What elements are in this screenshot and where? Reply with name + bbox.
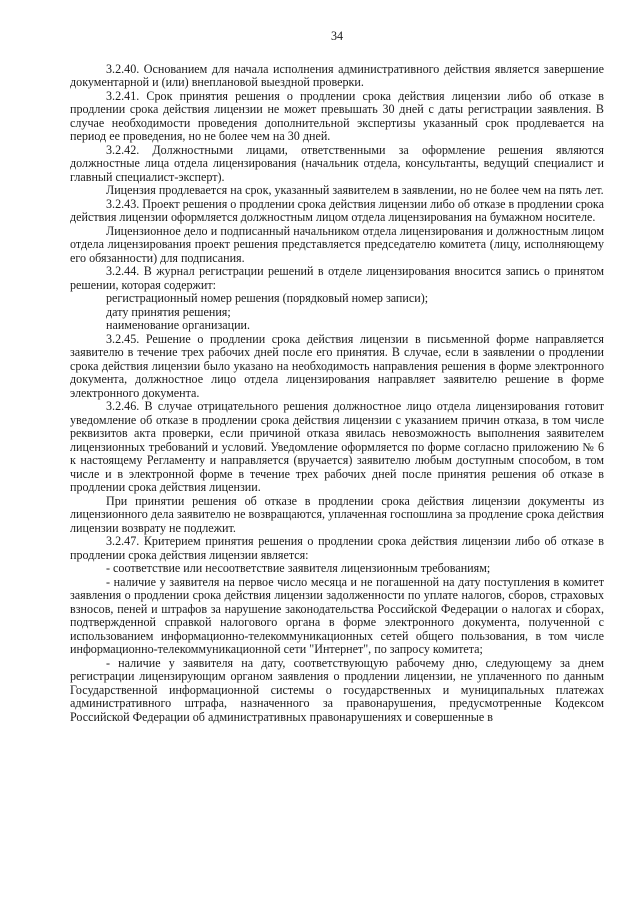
paragraph-3-2-43: 3.2.43. Проект решения о продлении срока действия лицензии либо об отказе в продлении срока действия лицензии оформляется должностным лицом отдела лицензирования на бумажном носителе. bbox=[70, 196, 604, 224]
criteria-item: - наличие у заявителя на первое число месяца и не погашенной на дату поступления в комитет заявления о продлении срока действия лицензии задолженности по уплате налогов, сборов, страховых взносов, пеней и штрафов за нарушение законодательства Российской Федерации о налогах и сборах, подтвержденной справкой налогового органа в форме электронного документа, полученной с использованием информационно-телекоммуникационных сетей общего пользования, в том числе информационно-телекоммуникационной сети "Интернет", по запросу комитета; bbox=[70, 574, 604, 656]
paragraph-refusal-fee: При принятии решения об отказе в продлении срока действия лицензии документы из лицензионного дела заявителю не возвращаются, уплаченная госпошлина за продление срока действия лицензии возврату не подлежит. bbox=[70, 493, 604, 535]
paragraph-3-2-46: 3.2.46. В случае отрицательного решения должностное лицо отдела лицензирования готовит уведомление об отказе в продлении срока действия лицензии с указанием причин отказа, в том числе реквизитов акта проверки, если причиной отказа явилась невозможность выполнения заявителем лицензионных требований и условий. Уведомление оформляется по форме согласно приложению № 6 к настоящему Регламенту и направляется (вручается) заявителю любым доступным способом, в том числе и в электронной форме в течение трех рабочих дней после принятия решения об отказе в продлении срока действия лицензии. bbox=[70, 399, 604, 494]
paragraph-3-2-47: 3.2.47. Критерием принятия решения о продлении срока действия лицензии либо об отказе в продлении срока действия лицензии является: bbox=[70, 534, 604, 562]
criteria-item: - наличие у заявителя на дату, соответствующую рабочему дню, следующему за днем регистрации лицензирующим органом заявления о продлении лицензии, не уплаченного по данным Государственной информационной системы о государственных и муниципальных платежах административного штрафа, назначенного за правонарушения, предусмотренные Кодексом Российской Федерации об административных правонарушениях и совершенные в bbox=[70, 655, 604, 724]
page-number: 34 bbox=[330, 29, 344, 43]
criteria-item: - соответствие или несоответствие заявителя лицензионным требованиям; bbox=[106, 561, 491, 575]
list-item: наименование организации. bbox=[106, 318, 251, 332]
paragraph-license-term: Лицензия продлевается на срок, указанный заявителем в заявлении, но не более чем на пять лет. bbox=[106, 183, 604, 197]
list-item: регистрационный номер решения (порядковый номер записи); bbox=[106, 291, 429, 305]
paragraph-3-2-45: 3.2.45. Решение о продлении срока действия лицензии в письменной форме направляется заявителю в течение трех рабочих дней после его принятия. В случае, если в заявлении о продлении срока действия лицензии было указано на необходимость направления решения в форме электронного документа, должностное лицо отдела лицензирования направляет заявителю решение в форме электронного документа. bbox=[70, 331, 604, 400]
paragraph-3-2-44: 3.2.44. В журнал регистрации решений в отделе лицензирования вносится запись о принятом решении, которая содержит: bbox=[70, 264, 604, 292]
paragraph-3-2-40: 3.2.40. Основанием для начала исполнения административного действия является завершение документарной и (или) внеплановой выездной проверки. bbox=[70, 61, 604, 89]
paragraph-license-file: Лицензионное дело и подписанный начальником отдела лицензирования и должностным лицом отдела лицензирования проект решения представляется председателю комитета (лицу, исполняющему его обязанности) для подписания. bbox=[70, 223, 604, 265]
document-page bbox=[70, 30, 604, 724]
paragraph-3-2-42: 3.2.42. Должностными лицами, ответственными за оформление решения являются должностные лица отдела лицензирования (начальник отдела, консультанты, ведущий специалист и главный специалист-эксперт). bbox=[70, 142, 604, 184]
paragraph-3-2-41: 3.2.41. Срок принятия решения о продлении срока действия лицензии либо об отказе в продлении срока действия лицензии не может превышать 30 дней с даты регистрации заявления. В случае необходимости проведения дополнительной экспертизы указанный срок продлевается на период ее проведения, но не более чем на 30 дней. bbox=[70, 88, 604, 143]
list-item: дату принятия решения; bbox=[106, 304, 231, 319]
